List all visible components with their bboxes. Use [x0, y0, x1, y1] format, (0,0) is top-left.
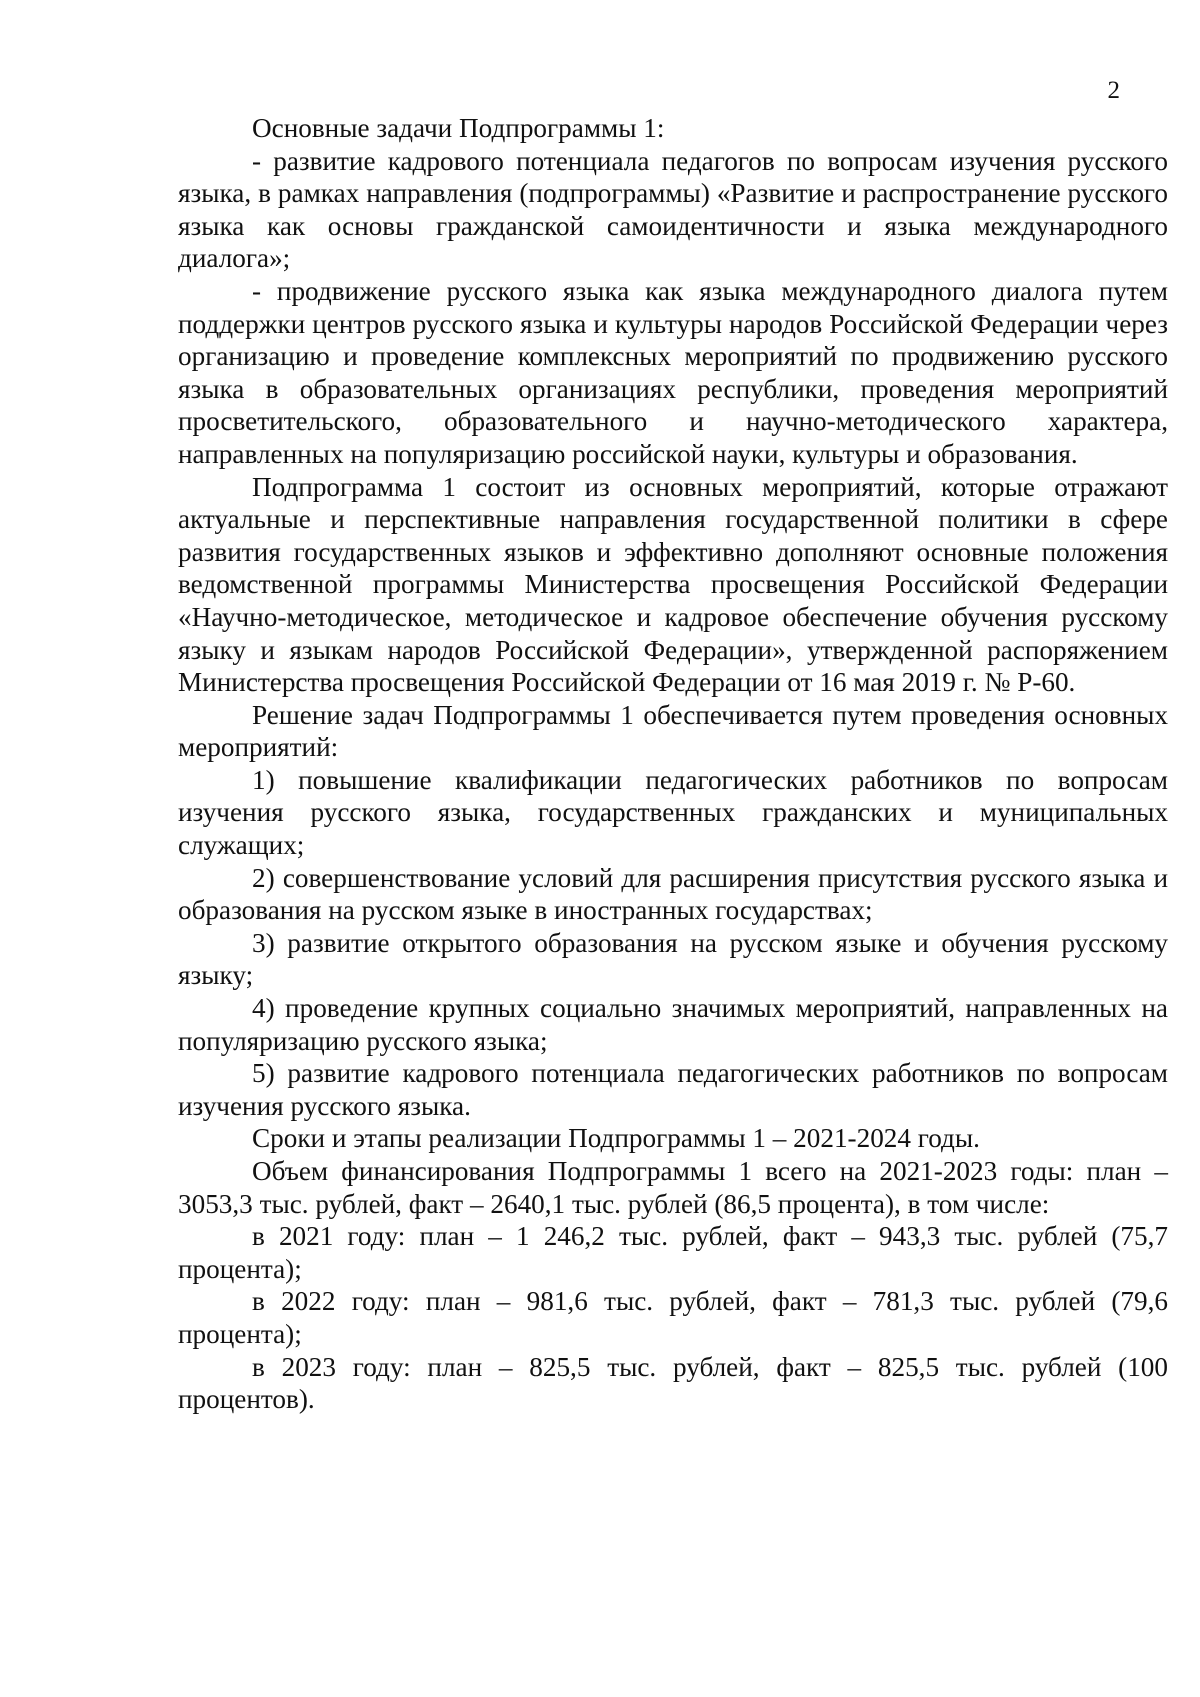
paragraph-measure-4: 4) проведение крупных социально значимых мероприятий, направленных на популяризацию русского языка; — [178, 993, 1168, 1056]
paragraph-funding-2023: в 2023 году: план – 825,5 тыс. рублей, факт – 825,5 тыс. рублей (100 процентов). — [178, 1351, 1168, 1415]
paragraph-task-1: - развитие кадрового потенциала педагогов по вопросам изучения русского языка, в рамках направления (подпрограммы) «Развитие и распространение русского языка как основы гражданской самоидентичности и языка международного диалога»; — [178, 145, 1168, 274]
paragraph-task-2: - продвижение русского языка как языка международного диалога путем поддержки центров русского языка и культуры народов Российской Федерации через организацию и проведение комплексных мероприятий по продвижению русского языка в образовательных организациях республики, проведения мероприятий просветительского, образовательного и научно-методического характера, направленных на популяризацию российской науки, культуры и образования. — [178, 275, 1168, 469]
paragraph-timeline: Сроки и этапы реализации Подпрограммы 1 – 2021-2024 годы. — [252, 1123, 980, 1154]
page-number: 2 — [1107, 77, 1120, 104]
paragraph-measure-5: 5) развитие кадрового потенциала педагогических работников по вопросам изучения русского языка. — [178, 1058, 1168, 1121]
document-body — [178, 112, 1168, 1416]
paragraph-measures-intro: Решение задач Подпрограммы 1 обеспечивается путем проведения основных мероприятий: — [178, 699, 1168, 763]
paragraph-measure-1: 1) повышение квалификации педагогических работников по вопросам изучения русского языка, государственных гражданских и муниципальных служащих; — [178, 764, 1168, 861]
paragraph-tasks-heading: Основные задачи Подпрограммы 1: — [252, 113, 665, 143]
paragraph-measure-2: 2) совершенствование условий для расширения присутствия русского языка и образования на русском языке в иностранных государствах; — [178, 862, 1168, 926]
paragraph-funding-2022: в 2022 году: план – 981,6 тыс. рублей, факт – 781,3 тыс. рублей (79,6 процента); — [178, 1286, 1168, 1349]
paragraph-subprogram-composition: Подпрограмма 1 состоит из основных мероприятий, которые отражают актуальные и перспективные направления государственной политики в сфере развития государственных языков и эффективно дополняют основные положения ведомственной программы Министерства просвещения Российской Федерации «Научно-методическое, методическое и кадровое обеспечение обучения русскому языку и языкам народов Российской Федерации», утвержденной распоряжением Министерства просвещения Российской Федерации от 16 мая 2019 г. № Р-60. — [178, 471, 1168, 698]
paragraph-funding-total: Объем финансирования Подпрограммы 1 всего на 2021-2023 годы: план – 3053,3 тыс. рублей, факт – 2640,1 тыс. рублей (86,5 процента), в том числе: — [178, 1156, 1168, 1219]
paragraph-funding-2021: в 2021 году: план – 1 246,2 тыс. рублей, факт – 943,3 тыс. рублей (75,7 процента); — [178, 1221, 1168, 1284]
paragraph-measure-3: 3) развитие открытого образования на русском языке и обучения русскому языку; — [178, 927, 1168, 991]
